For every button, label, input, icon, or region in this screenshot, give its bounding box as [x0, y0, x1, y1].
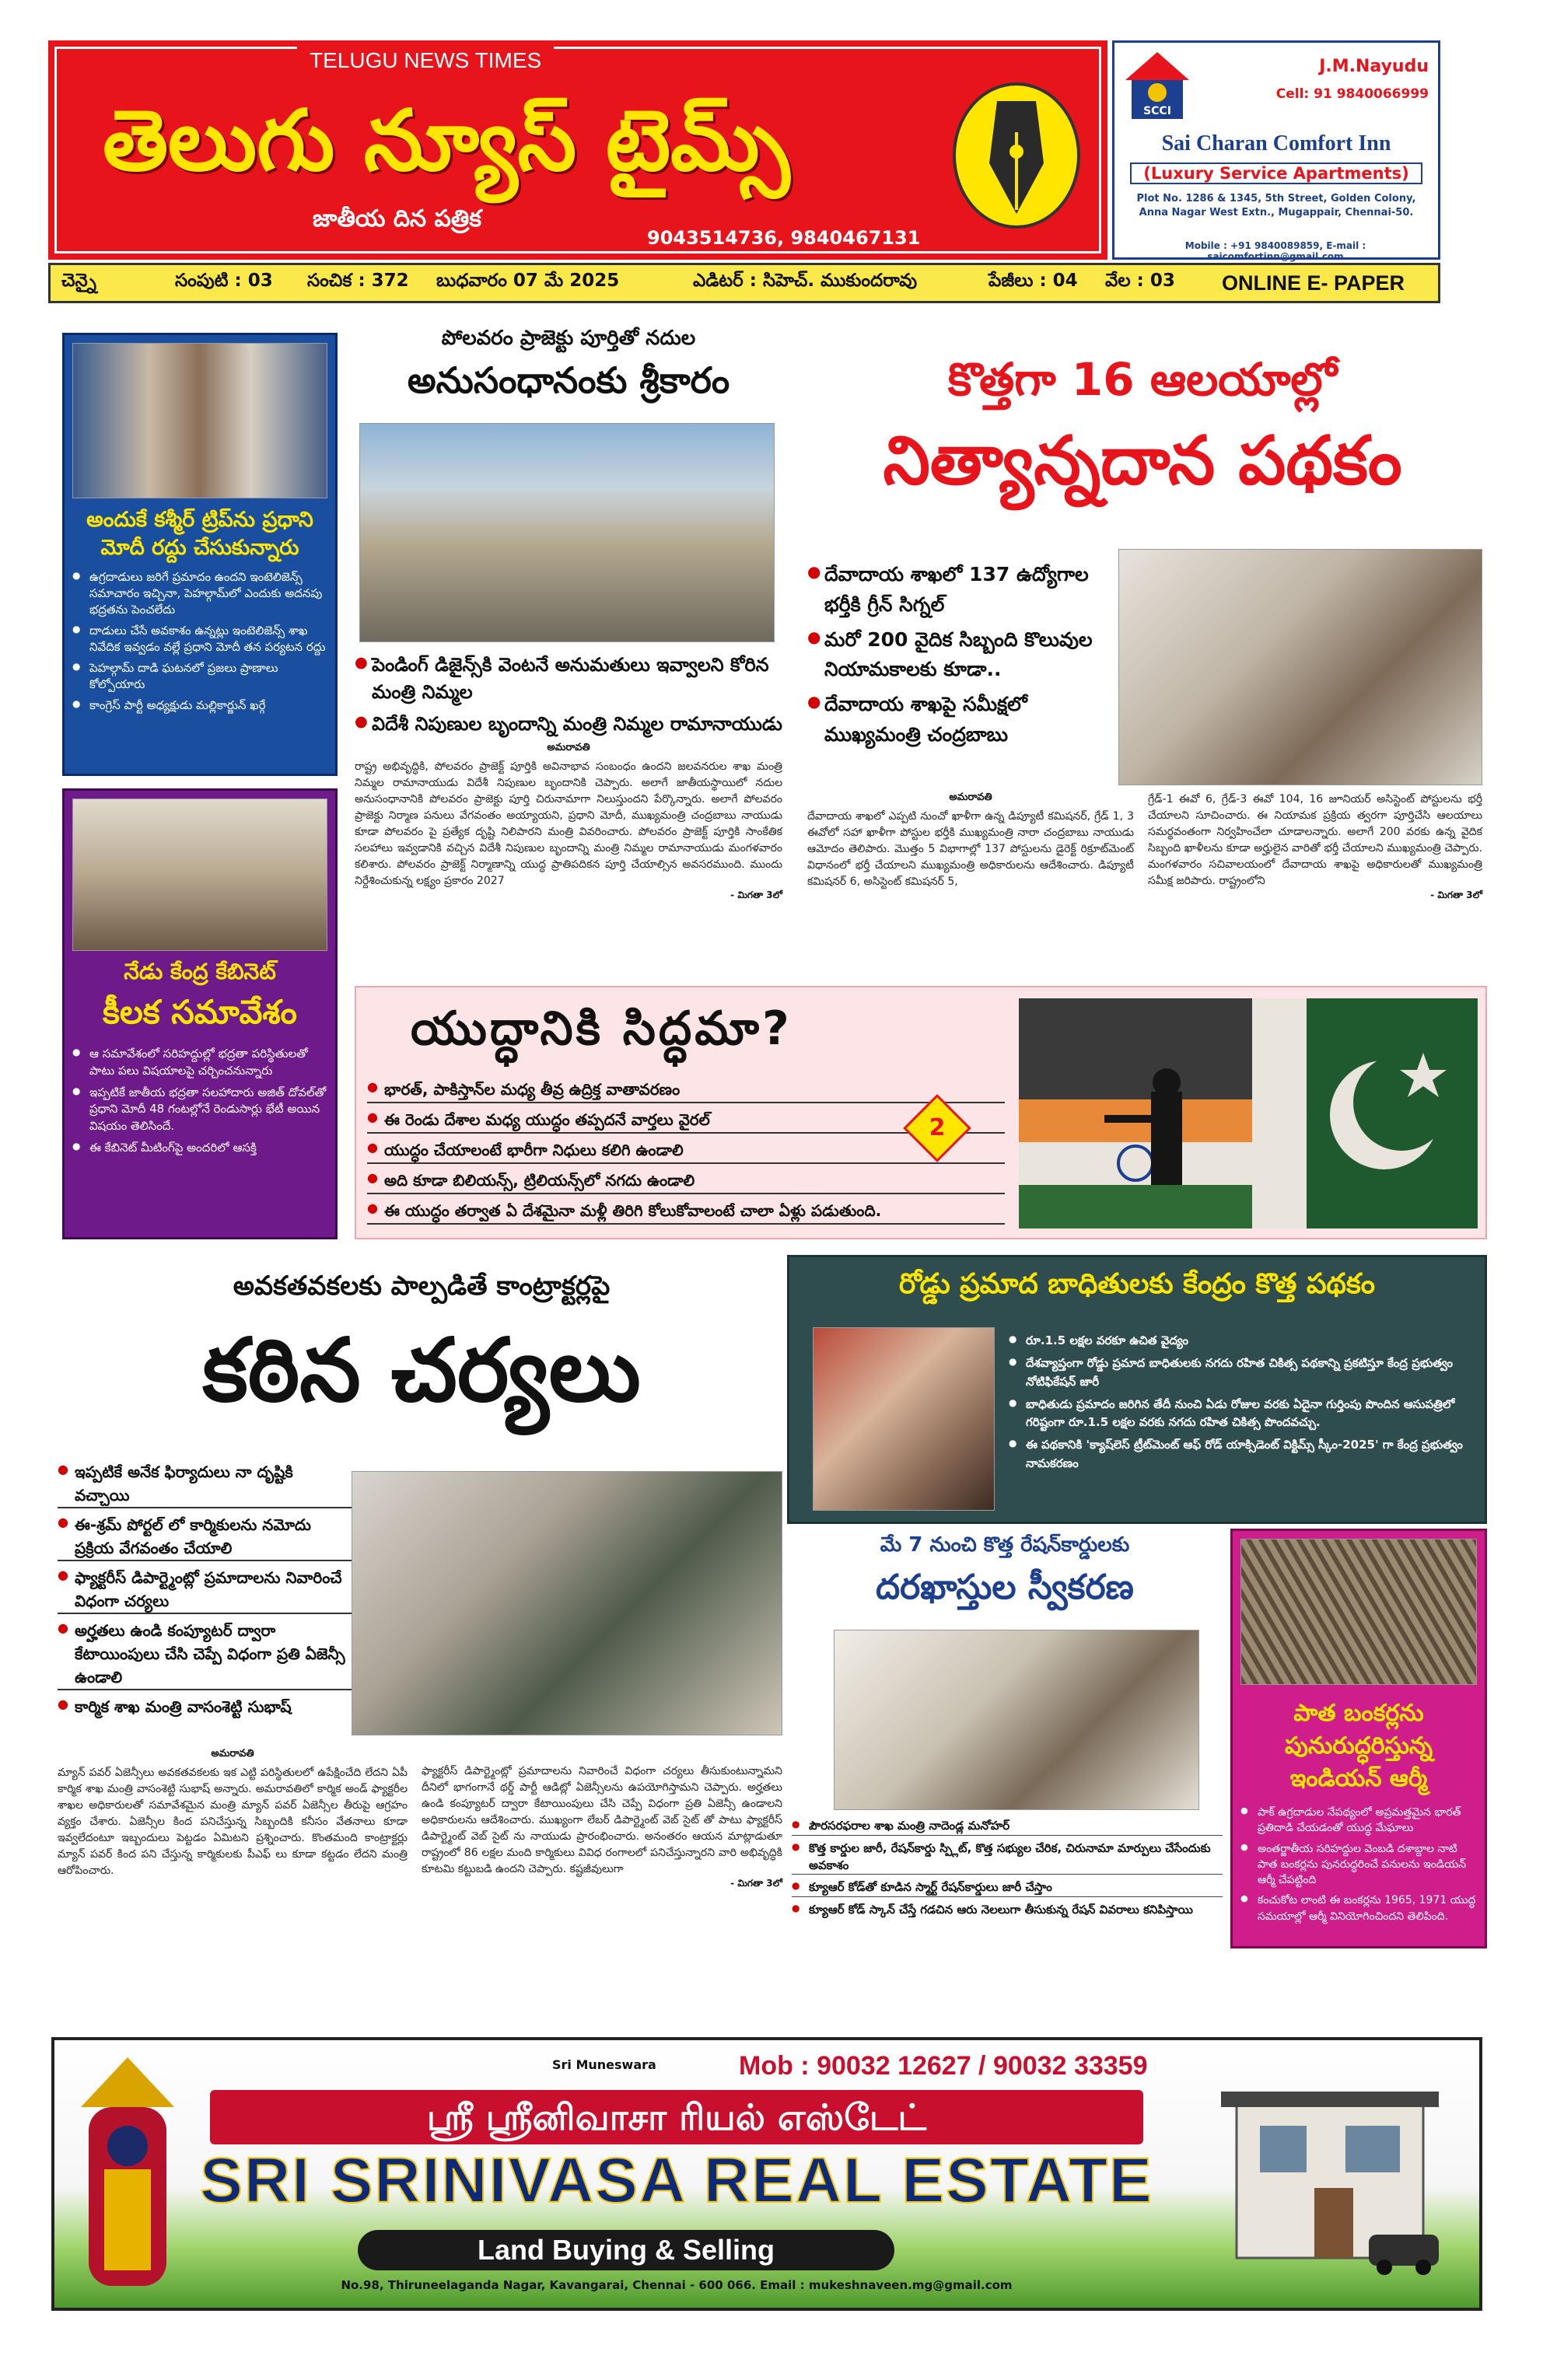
kashmir-bullets: [65, 563, 335, 725]
list-item: ● ఈ యుద్ధం తర్వాత ఏ దేశమైనా మళ్లీ తిరిగి కోలుకోవాలంటే చాలా ఏళ్లు పడుతుంది.: [367, 1199, 1005, 1225]
ration-article[interactable]: [787, 1530, 1223, 1934]
army-headline: పాత బంకర్లను పునురుద్ధరిస్తున్న ఇండియన్ ఆర్మీ: [1285, 1700, 1433, 1792]
polavaram-continued: - మిగతా 3లో: [730, 889, 782, 901]
temples-continued: - మిగతా 3లో: [1430, 889, 1482, 900]
pen-nib-icon: [950, 78, 1083, 233]
editor: ఎడిటర్ : సిహెచ్. ముకుందరావు: [693, 271, 918, 291]
temples-body-left-text: దేవాదాయ శాఖలో ఎప్పటి నుంచో ఖాళీగా ఉన్న డిప్యూటీ కమిషనర్, గ్రేడ్ 1, 3 ఈవోలో సహా ఖాళీగా పోస్టుల భర్తీకి ముఖ్యమంత్రి నారా చంద్రబాబు నాయుడు ఆమోదం తెలిపారు. మొత్తం 5 విభాగాల్లో 137 పోస్టులను డైరెక్ట్ రిక్రూట్‌మెంట్ విధానంలో భర్తీ చేయాలని ముఖ్యమంత్రి అధికారులను ఆదేశించారు. డిప్యూటీ కమిషనర్ 6, అసిస్టెంట్ కమిషనర్ 5,: [807, 810, 1134, 888]
list-item: ● దేవాదాయ శాఖపై సమీక్షలో ముఖ్యమంత్రి చంద్రబాబు: [807, 690, 1111, 750]
deity-image-icon: [73, 2053, 182, 2301]
list-item: ● మరో 200 వైదిక సిబ్బంది కొలువుల నియామకాలకు కూడా..: [807, 625, 1111, 686]
kashmir-headline: అందుకే కశ్మీర్ ట్రిప్‌ను ప్రధాని మోదీ రద్దు చేసుకున్నారు: [86, 508, 313, 561]
list-item: ● యుద్ధం చేయాలంటే భారీగా నిధులు కలిగి ఉండాలి: [367, 1138, 1005, 1164]
temple-label: Sri Muneswara: [552, 2057, 656, 2072]
english-name-label: TELUGU NEWS TIMES: [297, 47, 554, 75]
army-bullets: [1233, 1800, 1485, 1934]
road-scheme-box[interactable]: [787, 1255, 1487, 1524]
phone-numbers: 9043514736, 9840467131: [647, 227, 921, 249]
temples-body-right: [1148, 792, 1482, 903]
list-item: ● కొత్త కార్డుల జారీ, రేషన్‌కార్డు స్ప్లిట్, కొత్త సభ్యుల చేరిక, చిరునామా మార్పులు చేసేందుకు అవకాశం: [792, 1840, 1223, 1875]
chief-minister-photo: [1118, 549, 1482, 785]
list-item: ● దేశవ్యాప్తంగా రోడ్డు ప్రమాద బాధితులకు నగదు రహిత చికిత్స పథకాన్ని ప్రకటిస్తూ కేంద్ర ప్రభుత్వం నోటిఫికేషన్ జారీ: [1009, 1354, 1475, 1391]
list-item: ● ఆ సమావేశంలో సరిహద్దుల్లో భద్రతా పరిస్థితులతో పాటు పలు విషయాలపై చర్చించనున్నారు: [72, 1046, 327, 1080]
road-scheme-headline: రోడ్డు ప్రమాద బాధితులకు కేంద్రం కొత్త పథకం: [898, 1268, 1376, 1300]
civil-supplies-minister-photo: [834, 1630, 1199, 1810]
house-illustration-icon: [1190, 2056, 1470, 2305]
temples-body-right-text: గ్రేడ్-1 ఈవో 6, గ్రేడ్-3 ఈవో 104, 16 జూనియర్ అసిస్టెంట్ పోస్టులను భర్తీ చేయాలని సూచించారు. ఈ నియామక ప్రక్రియ త్వరగా పూర్తిచేసి ఆలయాలు సమర్థవంతంగా నిర్వహించేలా చూడాలన్నారు. అలాగే 200 వరకు ఉన్న వైదిక సిబ్బంది ఖాళీలను కూడా అర్హులైన వారితో భర్తీ చేయాలని ముఖ్యమంత్రి చెప్పారు. మంగళవారం సచివాలయంలో దేవాదాయ శాఖపై అధికారులతో ముఖ్యమంత్రి సమీక్ష జరిపారు. రాష్ట్రంలోని: [1148, 793, 1482, 887]
ration-kicker: మే 7 నుంచి కొత్త రేషన్‌కార్డులకు: [880, 1533, 1130, 1557]
list-item: ● దాడులు చేసే అవకాశం ఉన్నట్లు ఇంటెలిజెన్స్ శాఖ నివేదిక ఇవ్వడం వల్లే ప్రధాని మోదీ తన పర్యటన రద్దు: [72, 623, 327, 655]
hotel-name: Sai Charan Comfort Inn: [1161, 131, 1391, 156]
bottom-ad[interactable]: [51, 2037, 1482, 2311]
labour-minister-photo: [352, 1471, 782, 1735]
contractors-continued: - మిగతా 3లో: [730, 1878, 782, 1889]
ad-english-name: SRI SRINIVASA REAL ESTATE: [200, 2145, 1153, 2216]
list-item: ● బాధితుడు ప్రమాదం జరిగిన తేదీ నుంచి ఏడు రోజుల వరకు ఏదైనా గుర్తింపు పొందిన ఆసుపత్రిలో గరిష్టంగా రూ.1.5 లక్షల వరకు నగదు రహిత చికిత్స పొందవచ్చు.: [1009, 1396, 1475, 1432]
edition-label: ONLINE E- PAPER: [1222, 271, 1405, 295]
road-scheme-bullets: [1009, 1332, 1475, 1477]
contractors-body-left: [58, 1748, 408, 1879]
list-item: ● క్యూఆర్ కోడ్ స్కాన్ చేస్తే గడచిన ఆరు నెలలుగా తీసుకున్న రేషన్ వివరాలు కనిపిస్తాయి: [792, 1902, 1223, 1919]
ration-bullets: [787, 1818, 1223, 1919]
hotel-logo-icon: [1122, 49, 1192, 124]
hotel-subtitle: (Luxury Service Apartments): [1130, 163, 1422, 184]
contractors-body-right: [422, 1763, 782, 1891]
ration-headline: దరఖాస్తుల స్వీకరణ: [876, 1567, 1134, 1607]
city: చెన్నై: [61, 271, 96, 291]
list-item: ● భారత్, పాకిస్తాన్‌ల మధ్య తీవ్ర ఉద్రిక్త వాతావరణం: [367, 1078, 1005, 1103]
list-item: ● క్యూఆర్ కోడ్‌తో కూడిన స్మార్ట్ రేషన్‌కార్డులు జారీ చేస్తాం: [792, 1879, 1223, 1897]
list-item: ● అర్హతలు ఉండి కంప్యూటర్ ద్వారా కేటాయింపులు చేసి చెప్పే విధంగా ప్రతి ఏజెన్సీ ఉండాలి: [58, 1619, 353, 1690]
hotel-address: Plot No. 1286 & 1345, 5th Street, Golden Colony, Anna Nagar West Extn., Mugappair, Chennai-50.: [1136, 193, 1416, 218]
contractors-headline: కఠిన చర్యలు: [202, 1320, 641, 1421]
temples-body-left: [807, 792, 1134, 890]
contractors-body-right-text: ఫ్యాక్టరీస్ డిపార్ట్మెంట్లో ప్రమాదాలను నివారించే విధంగా చర్యలు తీసుకుంటున్నామని దీనిలో భాగంగానే థర్డ్ పార్టీ ఆడిట్లో ఏజెన్సీలను ఉపయోగిస్తామని చెప్పారు. అర్హతలు ఉండి కంప్యూటర్ ద్వారా కేటాయింపులు చేసి చెప్పే విధంగా ప్రతి ఏజెన్సీ ఉండాలని అధికారులను ఆదేశించారు. ముఖ్యంగా లేబర్ డిపార్ట్మెంట్ వెబ్ సైట్ తో పాటు ఫ్యాక్టరీస్ డిపార్ట్మెంట్ వెబ్ సైట్ ను నాయుడు ప్రారంభించారు. అనంతరం ఆయన మాట్లాడుతూ రాష్ట్రంలో 86 లక్షల మంది కార్మికులు వివిధ రంగాలలో పనిచేస్తున్నారని వారి అభివృద్ధికి కూటమి కట్టుబడి ఉందని చెప్పారు. కష్టజీవులుగా: [422, 1765, 782, 1875]
list-item: ● ఈ పథకానికి 'క్యాష్‌లెస్ ట్రీట్‌మెంట్ ఆఫ్ రోడ్ యాక్సిడెంట్ విక్టిమ్స్ స్కీం-2025' గా కేంద్ర ప్రభుత్వం నామకరణం: [1009, 1436, 1475, 1473]
list-item: ● కంచుకోట లాంటి ఈ బంకర్లను 1965, 1971 యుద్ధ సమయాల్లో ఆర్మీ వినియోగించిందని తెలిపింది.: [1240, 1892, 1477, 1924]
hotel-contact: Mobile : +91 9840089859, E-mail : saicomfortinn@gmail.com: [1184, 240, 1366, 262]
road-minister-photo: [813, 1327, 995, 1511]
temples-bullets: [807, 560, 1111, 755]
paper-name-telugu: తెలుగు న్యూస్ టైమ్స్: [103, 93, 790, 190]
header-ad[interactable]: [1112, 40, 1440, 260]
contractors-body-left-text: మ్యాన్ పవర్ ఏజెన్సీలు అవకతవకలకు ఇక ఎట్టి పరిస్థితులలో ఉపేక్షించేది లేదని ఏపీ కార్మిక శాఖ మంత్రి వాసంశెట్టి సుభాష్ అన్నారు. అమరావతిలో కార్మిక అండ్ ఫ్యాక్టరీల శాఖల అధికారులతో సమావేశమైన మంత్రి మ్యాన్ పవర్ ఏజెన్సీల తీరుపై ఆగ్రహం వ్యక్తం చేశారు. ఏజెన్సీల కింద పనిచేస్తున్న సిబ్బందికి కనీసం వేతనాలు కూడా ఇవ్వలేదంటూ ఇబ్బందులు పెట్టడం ఏమిటని ప్రశ్నించారు. కొంతమంది కాంట్రాక్టర్లు మ్యాన్ పవర్ కింద పని చేస్తున్న కార్మికులకు పీఎఫ్ లు కూడా కట్టడం లేదని మంత్రి ఆరోపించారు.: [58, 1767, 408, 1877]
volume: సంపుటి : 03: [175, 271, 273, 291]
contractors-bullets: [58, 1460, 353, 1723]
temples-headline-line2: నిత్యాన్నదాన పథకం: [883, 422, 1402, 500]
list-item: ● ఉగ్రదాడులు జరిగే ప్రమాదం ఉందని ఇంటెలిజెన్స్ సమాచారం ఇచ్చినా, పెహల్గామ్‌లో ఎందుకు అదనపు భద్రతను పెంచలేదు: [72, 569, 327, 618]
war-bullets: [367, 1078, 1005, 1229]
list-item: ● ఈ-శ్రమ్ పోర్టల్ లో కార్మికులను నమోదు ప్రక్రియ వేగవంతం చేయాలి: [58, 1513, 353, 1561]
kashmir-box[interactable]: [62, 333, 338, 776]
info-bar: [48, 263, 1440, 303]
tagline: జాతీయ దిన పత్రిక: [305, 205, 489, 238]
list-item: ● కార్మిక శాఖ మంత్రి వాసంశెట్టి సుభాష్: [58, 1695, 353, 1718]
kashmir-photo: [72, 343, 327, 498]
list-item: ● పెండింగ్ డిజైన్స్‌కి వెంటనే అనుమతులు ఇవ్వాలని కోరిన మంత్రి నిమ్మల: [355, 652, 782, 706]
list-item: ● అంతర్జాతీయ సరిహద్దుల వెంబడి దశాబ్దాల నాటి పాత బంకర్లను పునరుద్ధరించే పనులను ఇండియన్ ఆర్మీ చేపట్టింది: [1240, 1841, 1477, 1889]
temples-dateline: అమరావతి: [949, 792, 992, 803]
ad-address: No.98, Thiruneelaganda Nagar, Kavangarai, Chennai - 600 066. Email : mukeshnaveen.mg@gmail.com: [341, 2278, 1013, 2292]
price: వేల : 03: [1105, 271, 1175, 291]
contractors-kicker: అవకతవకలకు పాల్పడితే కాంట్రాక్టర్లపై: [233, 1270, 611, 1302]
owner-name: J.M.Nayudu: [1319, 57, 1429, 76]
polavaram-article[interactable]: [355, 327, 782, 995]
polavaram-kicker: పోలవరం ప్రాజెక్టు పూర్తితో నదుల: [441, 327, 696, 350]
list-item: ● దేవాదాయ శాఖలో 137 ఉద్యోగాల భర్తీకి గ్రీన్ సిగ్నల్: [807, 560, 1111, 620]
war-headline: యుద్ధానికి సిద్ధమా?: [411, 1001, 792, 1056]
issue: సంచిక : 372: [307, 271, 409, 291]
list-item: ● పౌరసరఫరాల శాఖ మంత్రి నాదెండ్ల మనోహర్: [792, 1818, 1223, 1836]
cabinet-kicker: నేడు కేంద్ర కేబినెట్: [124, 959, 276, 984]
list-item: ● ఈ రెండు దేశాల మధ్య యుద్ధం తప్పదనే వార్తలు వైరల్: [367, 1108, 1005, 1134]
masthead: [48, 40, 1107, 260]
owner-cell: Cell: 91 9840066999: [1275, 86, 1429, 102]
ad-slogan: Land Buying & Selling: [358, 2230, 894, 2270]
page-ref-number: 2: [929, 1114, 946, 1141]
list-item: ● కాంగ్రెస్ పార్టీ అధ్యక్షుడు మల్లికార్జున్ ఖర్గే: [72, 697, 327, 714]
list-item: ● పెహల్గామ్ దాడి ఘటనలో ప్రజలు ప్రాణాలు కోల్పోయారు: [72, 660, 327, 693]
polavaram-body: రాష్ట్ర అభివృద్ధికి, పోలవరం ప్రాజెక్ట్ పూర్తికి అవినాభావ సంబంధం ఉందని జలవనరుల శాఖ మంత్రి నిమ్మల రామానాయుడు విదేశీ నిపుణుల బృందానికి చెప్పారు. అలాగే జాతీయస్థాయిలో నదుల అనుసంధానానికి పోలవరం ప్రాజెక్టు పూర్తి చిరునామాగా నిలుస్తుందని పేర్కొన్నారు. అలాగే పోలవరం ప్రాజెక్టు నిర్మాణ పనులు వేగవంతం అయ్యాయని, ప్రధాని మోదీ, ముఖ్యమంత్రి చంద్రబాబు నాయుడు కూడా పోలవరం పై ప్రత్యేక దృష్టి నిలిపారని మంత్రి వివరించారు. పోలవరం ప్రాజెక్ట్ పూర్తికి సాంకేతిక సలహాలు ఇవ్వడానికి వచ్చిన విదేశీ నిపుణుల బృందాన్ని మంత్రి నిమ్మల రామానాయుడు మంగళవారం కలిశారు. పోలవరం ప్రాజెక్ట్ నిర్మాణాన్ని యుద్ధ ప్రాతిపదికన పూర్తి చేయాల్సిన అవసరముంది. ముందు నిర్దేశించుకున్న లక్ష్యం ప్రకారం 2027: [355, 760, 782, 888]
list-item: ● ఇప్పటికే అనేక ఫిర్యాదులు నా దృష్టికి వచ్చాయి: [58, 1460, 353, 1508]
list-item: ● అది కూడా బిలియన్స్, ట్రిలియన్స్‌లో నగదు ఉండాలి: [367, 1169, 1005, 1194]
cabinet-headline: కీలక సమావేశం: [103, 993, 297, 1031]
issue-date: బుధవారం 07 మే 2025: [436, 271, 620, 291]
cabinet-box[interactable]: [62, 788, 338, 1239]
pages: పేజీలు : 04: [988, 271, 1078, 291]
war-article[interactable]: [355, 986, 1487, 1239]
polavaram-dateline: అమరావతి: [547, 742, 590, 754]
temples-article[interactable]: [793, 327, 1492, 995]
polavaram-headline: అనుసంధానంకు శ్రీకారం: [407, 359, 730, 401]
list-item: ● రూ.1.5 లక్షల వరకూ ఉచిత వైద్యం: [1009, 1332, 1475, 1350]
cabinet-photo: [72, 799, 327, 951]
polavaram-bullets: [355, 652, 782, 737]
contractors-article[interactable]: [48, 1256, 795, 1941]
cabinet-bullets: [65, 1040, 335, 1168]
list-item: ● ఈ కేబినెట్ మీటింగ్‌పై అందరిలో ఆసక్తి: [72, 1140, 327, 1157]
list-item: ● ఫ్యాక్టరీస్ డిపార్ట్మెంట్లో ప్రమాదాలను నివారించే విధంగా చర్యలు: [58, 1566, 353, 1614]
list-item: ● ఇప్పటికే జాతీయ భద్రతా సలహాదారు అజిత్ దోవల్‌తో ప్రధాని మోదీ 48 గంటల్లోనే రెండుసార్లు భేటీ అయిన విషయం తెలిసిందే.: [72, 1085, 327, 1135]
ad-tamil-name: ஸ்ரீ ஸ்ரீனிவாசா ரியல் எஸ்டேட்: [210, 2090, 1143, 2144]
bunker-photo: [1240, 1539, 1477, 1685]
army-box[interactable]: [1230, 1529, 1487, 1948]
temples-headline-line1: కొత్తగా 16 ఆలయాల్లో: [947, 353, 1338, 406]
hotel-logo-text: SCCI: [1143, 105, 1171, 117]
polavaram-photo: [359, 423, 775, 642]
ad-mobile: Mob : 90032 12627 / 90032 33359: [739, 2051, 1148, 2081]
list-item: ● విదేశీ నిపుణుల బృందాన్ని మంత్రి నిమ్మల రామానాయుడు: [355, 711, 782, 738]
flags-illustration: [1019, 998, 1478, 1228]
list-item: ● పాక్ ఉగ్రదాడుల నేపథ్యంలో అప్రమత్తమైన భారత్ ప్రతిదాడి చేయడంతో యుద్ధ మేఘాలు: [1240, 1805, 1477, 1837]
contractors-dateline: అమరావతి: [211, 1748, 254, 1760]
